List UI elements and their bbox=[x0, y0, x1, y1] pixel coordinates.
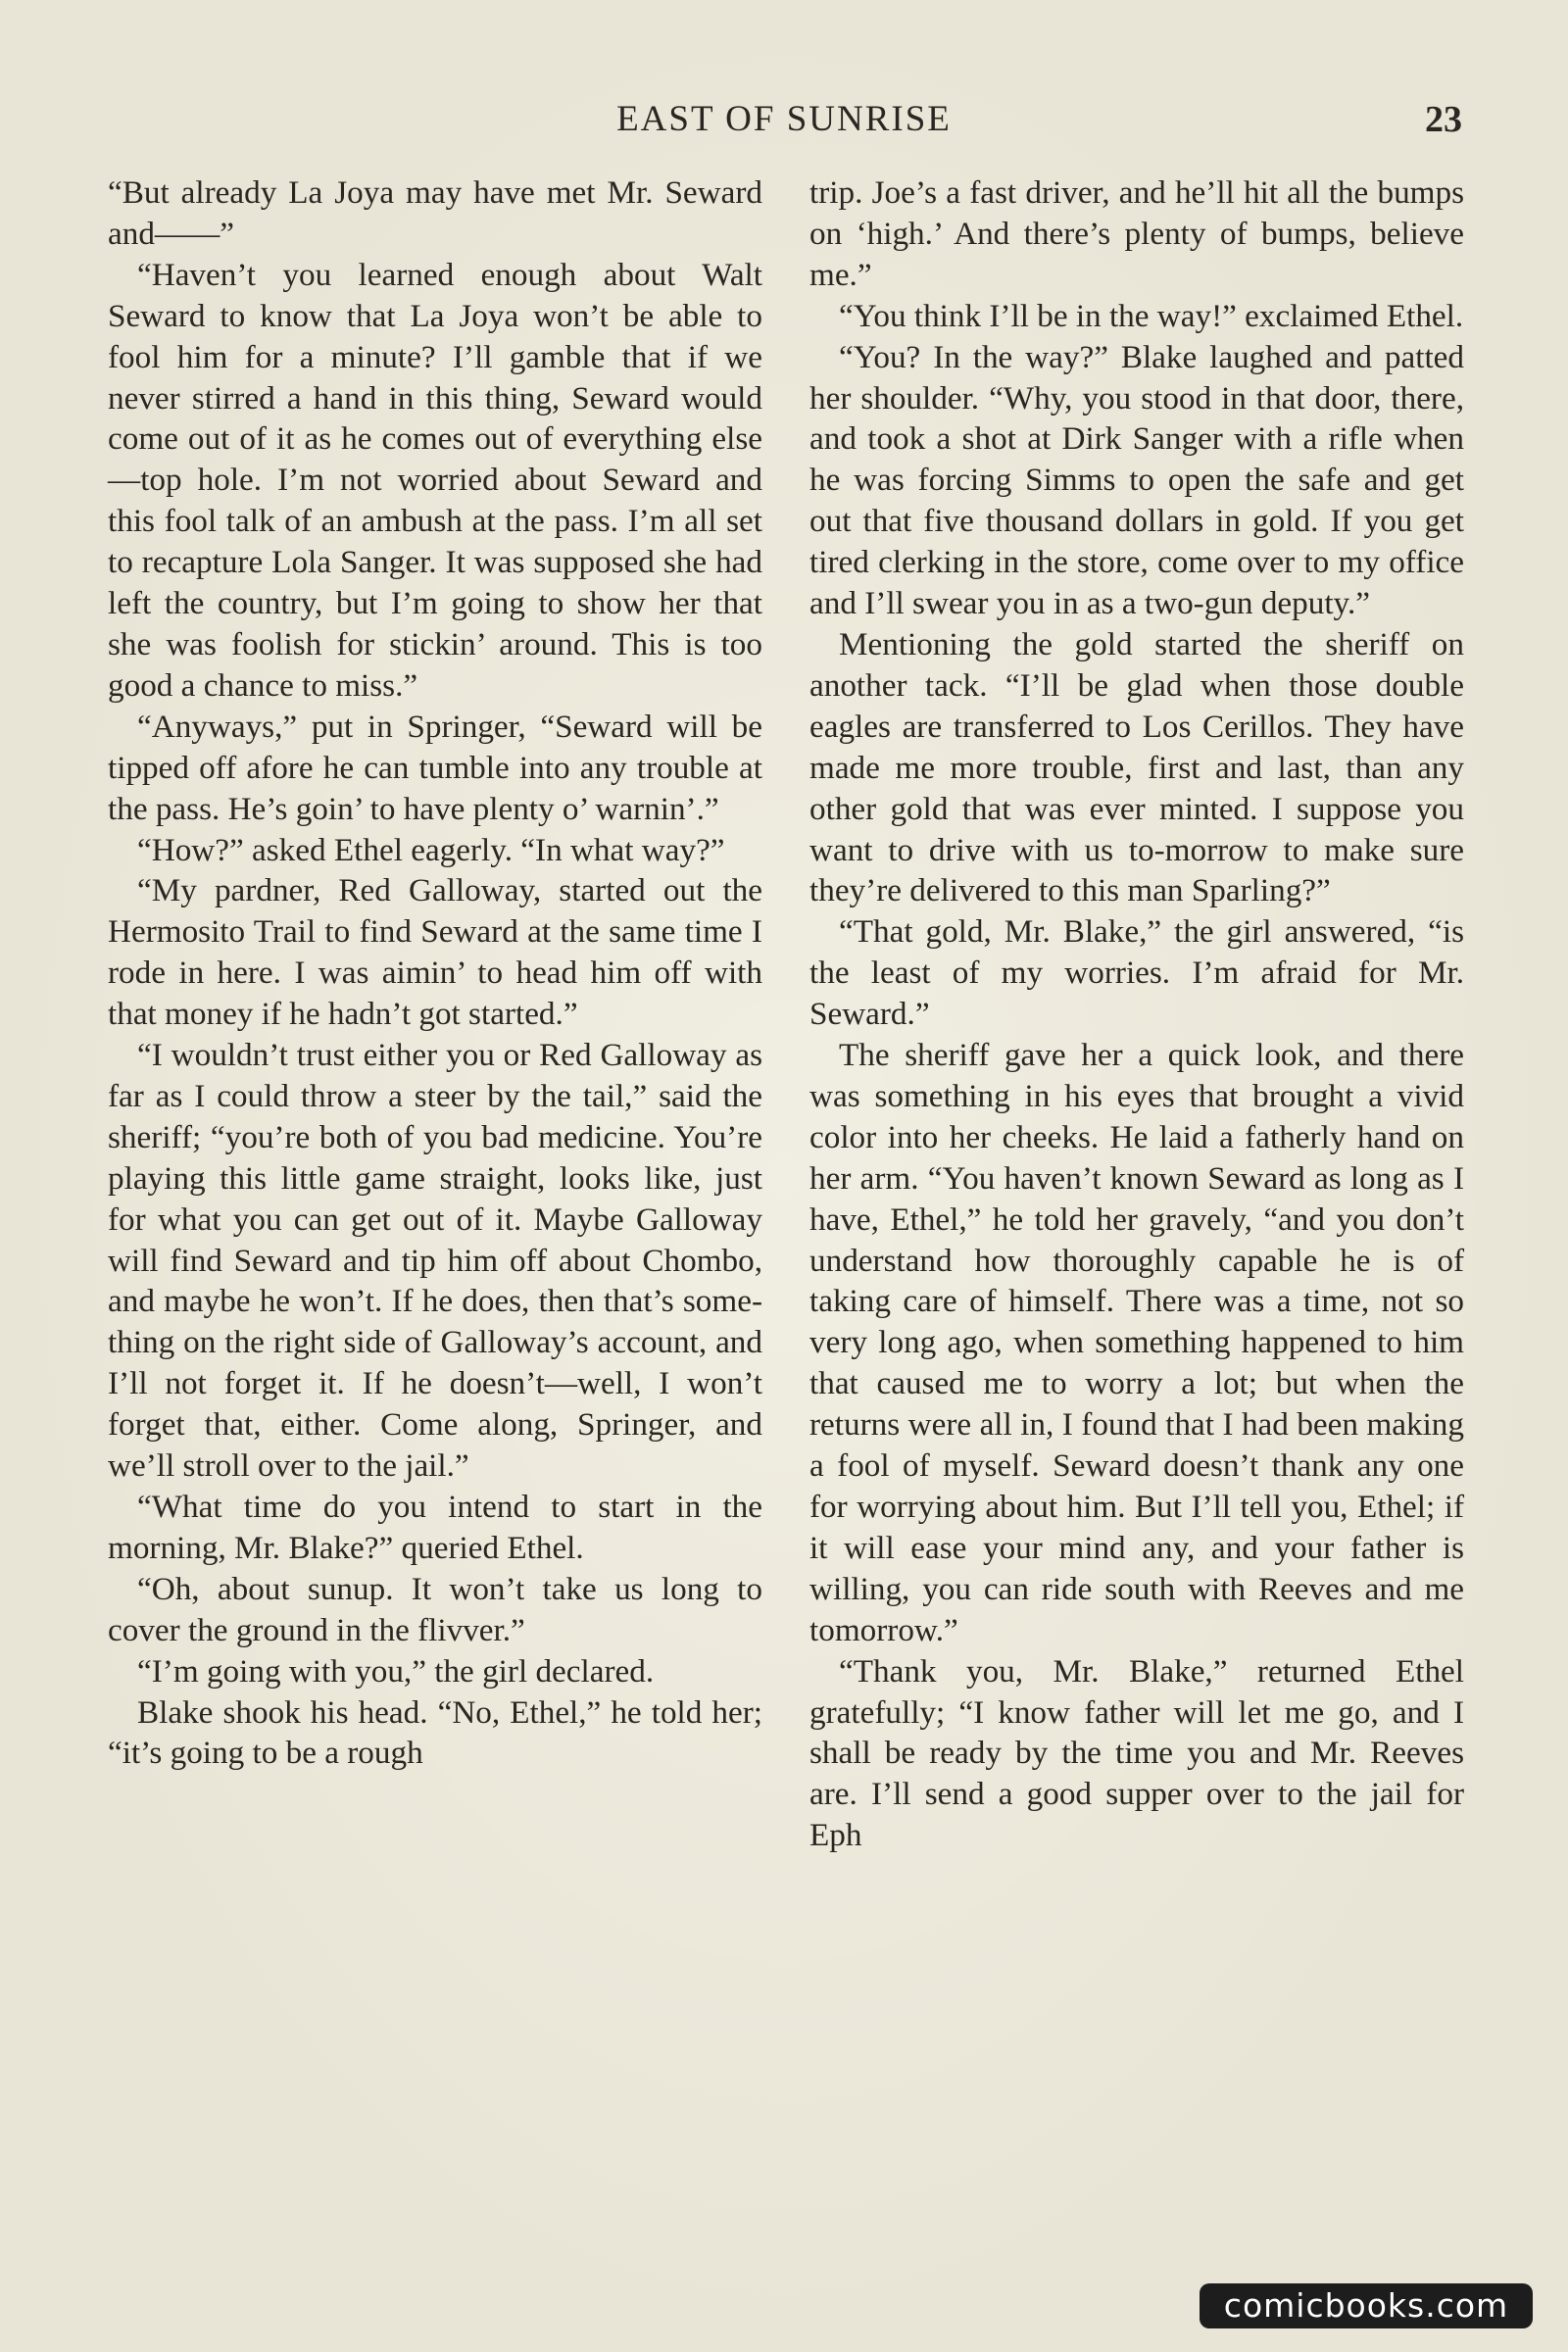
paragraph: “Anyways,” put in Springer, “Seward will be tipped off afore he can tumble into any trouble at the pass. He’s goin’ to have plenty o’ warnin’.” bbox=[108, 708, 762, 827]
running-title: EAST OF SUNRISE bbox=[616, 99, 952, 139]
paragraph: “But already La Joya may have met Mr. Seward and——” bbox=[108, 174, 762, 252]
left-column bbox=[108, 172, 762, 1774]
paragraph: “You? In the way?” Blake laughed and patted her shoulder. “Why, you stood in that door, there, and took a shot at Dirk Sanger with a rifle when he was forcing Simms to open the safe and get out that five thousand dollars in gold. If you get tired clerking in the store, come over to my office and I’ll swear you in as a two-gun deputy.” bbox=[809, 338, 1464, 622]
paragraph: “Thank you, Mr. Blake,” returned Ethel gratefully; “I know father will let me go, and I shall be ready by the time you and Mr. Reeves are. I’ll send a good supper over to the jail for Eph bbox=[809, 1652, 1464, 1854]
paragraph: Blake shook his head. “No, Ethel,” he told her; “it’s going to be a rough bbox=[108, 1693, 762, 1772]
paragraph: trip. Joe’s a fast driver, and he’ll hit all the bumps on ‘high.’ And there’s plenty of bumps, believe me.” bbox=[809, 174, 1464, 293]
paragraph: “I wouldn’t trust either you or Red Galloway as far as I could throw a steer by the tail,” said the sheriff; “you’re both of you bad medicine. You’re playing this little game straight, looks like, just for what you can get out of it. Maybe Galloway will find Seward and tip him off about Chombo, and maybe he won’t. If he does, then that’s something on the right side of Galloway’s account, and I’ll not forget it. If he doesn’t—well, I won’t forget that, either. Come along, Springer, and we’ll stroll over to the jail.” bbox=[108, 1037, 762, 1485]
paragraph: Mentioning the gold started the sheriff on another tack. “I’ll be glad when those double eagles are transferred to Los Cerillos. They have made me more trouble, first and last, than any other gold that was ever minted. I suppose you want to drive with us to-morrow to make sure they’re delivered to this man Sparling?” bbox=[809, 625, 1464, 909]
running-head bbox=[0, 98, 1568, 145]
paragraph: “My pardner, Red Galloway, started out the Hermosito Trail to find Seward at the same time I rode in here. I was aimin’ to head him off with that money if he hadn’t got started.” bbox=[108, 872, 762, 1033]
paragraph: “Haven’t you learned enough about Walt Seward to know that La Joya won’t be able to fool him for a minute? I’ll gamble that if we never stirred a hand in this thing, Seward would come out of it as he comes out of everything else—top hole. I’m not worried about Seward and this fool talk of an ambush at the pass. I’m all set to recapture Lola Sanger. It was supposed she had left the country, but I’m going to show her that she was foolish for stickin’ around. This is too good a chance to miss.” bbox=[108, 256, 762, 704]
right-column bbox=[809, 172, 1464, 1856]
paragraph: The sheriff gave her a quick look, and there was something in his eyes that brought a vivid color into her cheeks. He laid a fatherly hand on her arm. “You haven’t known Seward as long as I have, Ethel,” he told her gravely, “and you don’t understand how thoroughly capable he is of taking care of himself. There was a time, not so very long ago, when something happened to him that caused me to worry a lot; but when the returns were all in, I found that I had been making a fool of myself. Seward doesn’t thank any one for worrying about him. But I’ll tell you, Ethel; if it will ease your mind any, and your father is willing, you can ride south with Reeves and me tomorrow.” bbox=[809, 1037, 1464, 1648]
paragraph: “I’m going with you,” the girl declared. bbox=[137, 1652, 655, 1690]
paragraph: “What time do you intend to start in the morning, Mr. Blake?” queried Ethel. bbox=[108, 1489, 762, 1566]
site-watermark: comicbooks.com bbox=[1200, 2283, 1533, 2328]
page-number: 23 bbox=[1425, 99, 1462, 140]
paragraph: “How?” asked Ethel eagerly. “In what way?” bbox=[137, 831, 725, 868]
paragraph: “That gold, Mr. Blake,” the girl answered, “is the least of my worries. I’m afraid for Mr. Seward.” bbox=[809, 913, 1464, 1033]
paragraph: “Oh, about sunup. It won’t take us long to cover the ground in the flivver.” bbox=[108, 1570, 762, 1648]
paragraph: “You think I’ll be in the way!” exclaimed Ethel. bbox=[839, 297, 1464, 334]
